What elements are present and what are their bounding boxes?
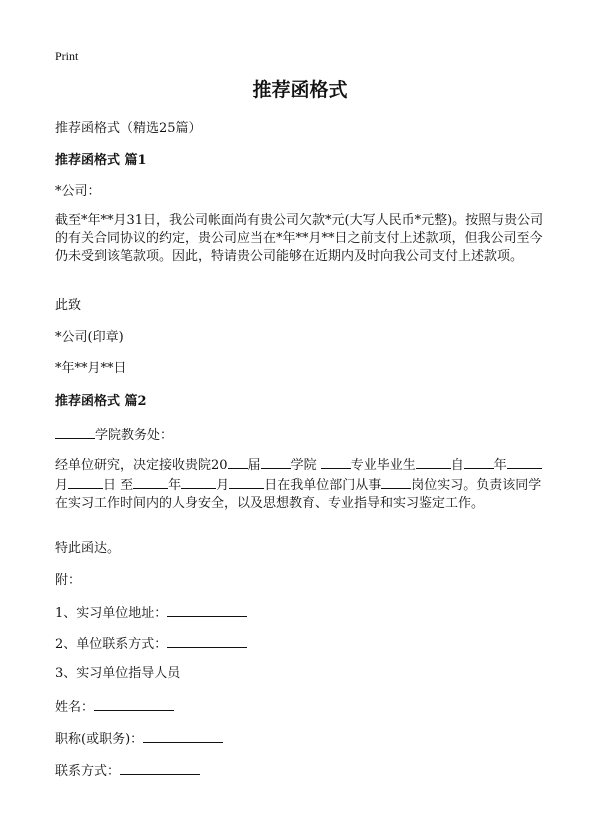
section2-addressee (55, 425, 173, 444)
body-text: 岗位实习。负责该同学在实习工作时间内的人身安全，以及思想教育、专业指导和实习鉴定工作。 (55, 478, 542, 511)
body-text: 专业毕业生 (350, 458, 416, 473)
body-text: 日在我单位部门从事 (264, 478, 382, 493)
page-title: 推荐函格式 (252, 79, 348, 101)
blank-field (143, 729, 223, 743)
blank-field (120, 761, 200, 775)
body-text: 经单位研究，决定接收贵院20 (55, 458, 228, 473)
blank-field (167, 603, 247, 617)
body-text: 自 (450, 458, 464, 473)
print-link[interactable]: Print (55, 49, 79, 63)
body-text: 年 (493, 458, 507, 473)
section1-closing: 此致 (55, 298, 82, 313)
blank-field (55, 425, 95, 439)
section1-heading: 推荐函格式 篇1 (55, 153, 147, 168)
blank-field (416, 455, 451, 469)
body-text: 年 (168, 478, 182, 493)
item-label: 2、单位联系方式： (55, 637, 168, 652)
section1-body: 截至*年**月31日，我公司帐面尚有贵公司欠款*元(大写人民币*元整)。按照与贵公司的有关合同协议的约定，贵公司应当在*年**月**日之前支付上述款项，但我公司至今仍未受到该笔款项。因此，特请贵公司能够在近期内及时向我公司支付上述款项。 (55, 213, 544, 264)
body-text: 日 至 (103, 478, 134, 493)
section1-salutation: *公司： (55, 184, 101, 199)
subtitle: 推荐函格式（精选25篇） (55, 121, 202, 136)
instructor-name (55, 697, 174, 716)
item-label: 联系方式： (55, 764, 121, 779)
blank-field (261, 455, 291, 469)
blank-field (381, 475, 411, 489)
blank-field (229, 475, 264, 489)
body-text: 月 (216, 478, 230, 493)
blank-field (181, 475, 216, 489)
blank-field (94, 697, 174, 711)
addressee-text: 学院教务处： (95, 428, 174, 443)
item-label: 姓名： (55, 700, 95, 715)
blank-field (321, 455, 351, 469)
attach-item-instructor: 3、实习单位指导人员 (55, 666, 181, 681)
blank-field (507, 455, 542, 469)
attach-item-contact-method (55, 634, 247, 653)
body-text: 月 (55, 478, 69, 493)
blank-field (167, 634, 247, 648)
section2-notice: 特此函达。 (55, 541, 121, 556)
instructor-contact (55, 761, 200, 780)
blank-field (68, 475, 103, 489)
section1-signature: *公司(印章) (55, 330, 124, 345)
item-label: 职称(或职务)： (55, 732, 144, 747)
attach-item-address (55, 603, 247, 622)
body-text: 届 (247, 458, 261, 473)
blank-field (464, 455, 494, 469)
blank-field (133, 475, 168, 489)
item-label: 1、实习单位地址： (55, 606, 168, 621)
section1-date: *年**月**日 (55, 361, 127, 376)
section2-attach: 附： (55, 573, 82, 588)
body-text: 学院 (290, 458, 317, 473)
blank-field (228, 455, 248, 469)
section2-heading: 推荐函格式 篇2 (55, 394, 147, 409)
section2-body (55, 455, 550, 513)
instructor-position (55, 729, 223, 748)
